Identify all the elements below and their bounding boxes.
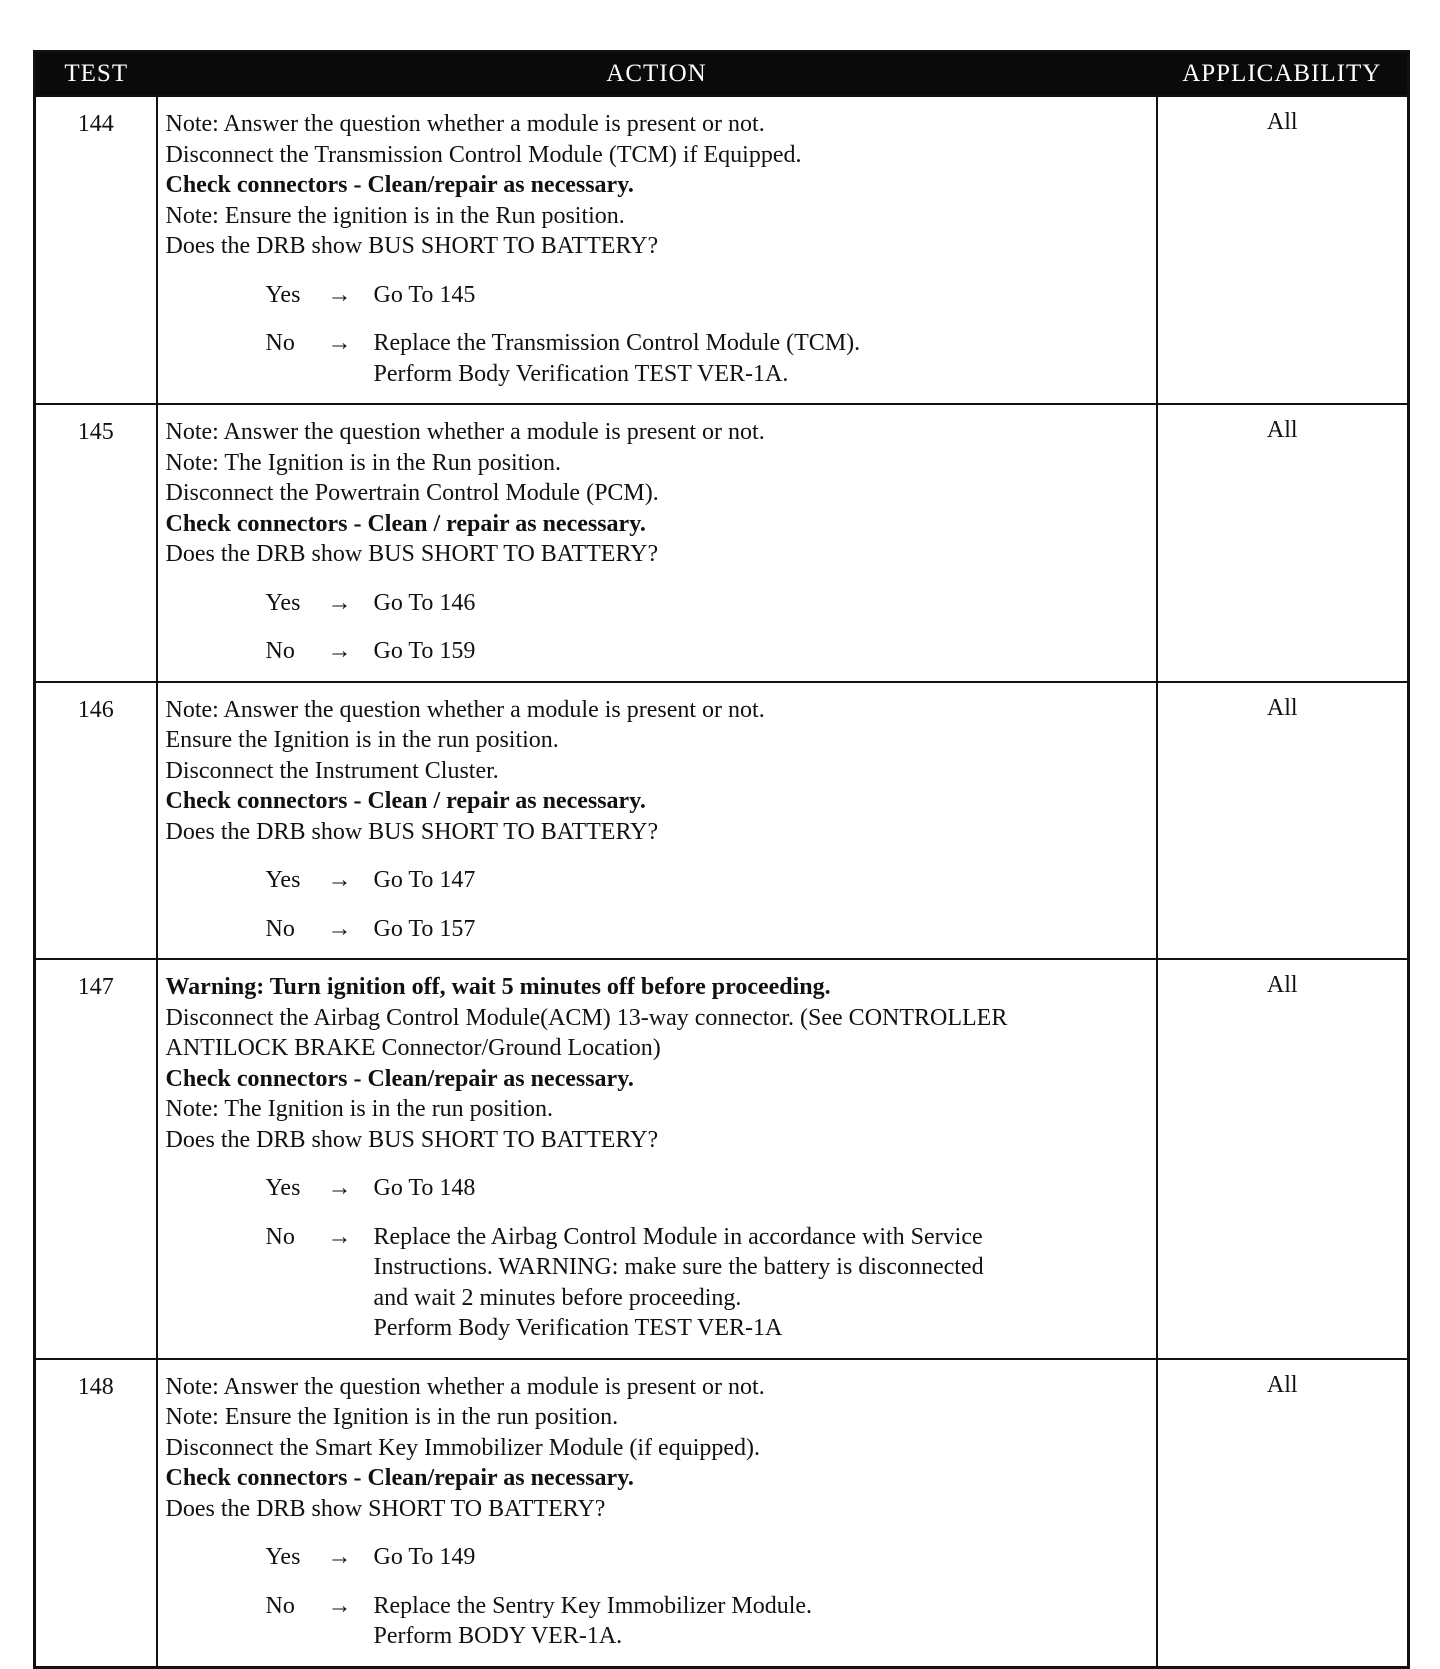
action-line: Note: Ensure the Ignition is in the run position.	[165, 1404, 619, 1430]
outcome-label: No	[265, 915, 295, 942]
action-line: Note: Answer the question whether a module is present or not.	[165, 1373, 765, 1400]
test-number: 144	[35, 96, 157, 404]
outcome-line: Perform Body Verification TEST VER-1A	[373, 1315, 783, 1341]
outcome-line: Perform Body Verification TEST VER-1A.	[373, 360, 789, 387]
outcome-yes	[266, 1542, 1150, 1573]
table-row	[35, 1359, 1409, 1668]
arrow-icon: →	[327, 867, 352, 893]
table-row	[35, 96, 1409, 404]
action-line: Note: The Ignition is in the run position.	[165, 1096, 554, 1122]
arrow-icon: →	[327, 1223, 352, 1250]
outcome-label: Yes	[265, 281, 301, 308]
action-line: Disconnect the Airbag Control Module(ACM) 13-way connector. (See CONTROLLER	[165, 1004, 1008, 1031]
test-number: 146	[35, 682, 157, 960]
outcome-line: Go To 157	[373, 915, 476, 942]
outcome-text	[374, 636, 1150, 667]
arrow-icon: →	[327, 281, 352, 308]
applicability-column-header: APPLICABILITY	[1157, 52, 1409, 97]
diagnostic-test-table	[33, 50, 1410, 1669]
action-line: Does the DRB show BUS SHORT TO BATTERY?	[165, 1126, 659, 1153]
outcome-yes	[266, 865, 1150, 896]
action-cell	[157, 682, 1157, 960]
action-line: Ensure the Ignition is in the run position.	[165, 727, 559, 753]
action-cell	[157, 1359, 1157, 1668]
action-line: Does the DRB show BUS SHORT TO BATTERY?	[165, 233, 659, 259]
outcome-label: Yes	[265, 589, 301, 616]
action-line: Note: Answer the question whether a module is present or not.	[165, 419, 765, 445]
outcome-text	[374, 588, 1150, 619]
outcome-line: Instructions. WARNING: make sure the battery is disconnected	[373, 1254, 984, 1280]
arrow-icon: →	[327, 638, 352, 664]
action-line: Note: Answer the question whether a module is present or not.	[165, 111, 765, 137]
arrow-icon: →	[327, 330, 352, 356]
outcome-text	[374, 1542, 1150, 1573]
outcome-no	[266, 328, 1150, 389]
table-header-row	[35, 52, 1409, 97]
action-line: Disconnect the Transmission Control Module (TCM) if Equipped.	[165, 141, 802, 168]
test-number: 147	[35, 959, 157, 1359]
arrow-icon: →	[327, 1592, 352, 1619]
outcome-text	[374, 1173, 1150, 1204]
outcome-label: No	[265, 1223, 295, 1250]
test-number: 148	[35, 1359, 157, 1668]
outcome-line: Go To 147	[373, 867, 476, 893]
outcome-text	[374, 1222, 1150, 1344]
outcome-line: Go To 146	[373, 589, 476, 616]
outcome-yes	[266, 1173, 1150, 1204]
outcome-label: No	[265, 330, 295, 356]
table-body	[35, 96, 1409, 1667]
action-bold-line: Warning: Turn ignition off, wait 5 minutes off before proceeding.	[165, 974, 831, 1000]
outcome-yes	[266, 588, 1150, 619]
action-bold-line: Check connectors - Clean/repair as necessary.	[165, 1465, 634, 1491]
outcome-text	[374, 1591, 1150, 1652]
outcome-line: Go To 145	[373, 281, 476, 308]
outcome-no	[266, 914, 1150, 945]
applicability-value: All	[1157, 1359, 1409, 1668]
action-bold-line: Check connectors - Clean / repair as necessary.	[165, 788, 646, 814]
action-line: ANTILOCK BRAKE Connector/Ground Location)	[165, 1035, 661, 1061]
outcome-label: Yes	[265, 1544, 301, 1570]
action-line: Disconnect the Powertrain Control Module (PCM).	[165, 480, 659, 506]
applicability-value: All	[1157, 96, 1409, 404]
arrow-icon: →	[327, 1544, 352, 1570]
outcome-label: Yes	[265, 1175, 301, 1201]
outcome-line: Replace the Transmission Control Module (TCM).	[373, 330, 861, 356]
outcome-line: Go To 148	[373, 1175, 476, 1201]
outcome-line: Replace the Airbag Control Module in accordance with Service	[373, 1223, 983, 1250]
arrow-icon: →	[327, 1175, 352, 1201]
action-line: Does the DRB show SHORT TO BATTERY?	[165, 1495, 606, 1522]
test-number: 145	[35, 404, 157, 682]
action-line: Disconnect the Instrument Cluster.	[165, 757, 499, 784]
outcome-text	[374, 865, 1150, 896]
outcome-text	[374, 328, 1150, 389]
table-row	[35, 959, 1409, 1359]
action-line: Note: Answer the question whether a module is present or not.	[165, 696, 765, 723]
action-column-header: ACTION	[157, 52, 1157, 97]
action-bold-line: Check connectors - Clean / repair as necessary.	[165, 510, 646, 537]
action-cell	[157, 96, 1157, 404]
table-row	[35, 682, 1409, 960]
outcome-no	[266, 636, 1150, 667]
outcome-label: No	[265, 1592, 295, 1619]
table-row	[35, 404, 1409, 682]
arrow-icon: →	[327, 915, 352, 942]
outcome-line: Replace the Sentry Key Immobilizer Module.	[373, 1592, 813, 1619]
outcome-yes	[266, 280, 1150, 311]
action-bold-line: Check connectors - Clean/repair as necessary.	[165, 1065, 634, 1092]
outcome-line: Go To 149	[373, 1544, 476, 1570]
outcome-text	[374, 914, 1150, 945]
test-column-header: TEST	[35, 52, 157, 97]
action-cell	[157, 959, 1157, 1359]
action-line: Note: Ensure the ignition is in the Run position.	[165, 202, 625, 229]
action-line: Does the DRB show BUS SHORT TO BATTERY?	[165, 541, 659, 567]
applicability-value: All	[1157, 682, 1409, 960]
applicability-value: All	[1157, 959, 1409, 1359]
action-line: Note: The Ignition is in the Run position.	[165, 449, 562, 476]
outcome-text	[374, 280, 1150, 311]
outcome-line: Perform BODY VER-1A.	[373, 1623, 623, 1649]
outcome-label: No	[265, 638, 295, 664]
action-cell	[157, 404, 1157, 682]
outcome-line: Go To 159	[373, 638, 476, 664]
outcome-label: Yes	[265, 867, 301, 893]
outcome-no	[266, 1222, 1150, 1344]
outcome-line: and wait 2 minutes before proceeding.	[373, 1284, 742, 1311]
arrow-icon: →	[327, 589, 352, 616]
action-bold-line: Check connectors - Clean/repair as necessary.	[165, 172, 634, 198]
applicability-value: All	[1157, 404, 1409, 682]
action-line: Does the DRB show BUS SHORT TO BATTERY?	[165, 818, 659, 845]
outcome-no	[266, 1591, 1150, 1652]
action-line: Disconnect the Smart Key Immobilizer Module (if equipped).	[165, 1434, 761, 1461]
